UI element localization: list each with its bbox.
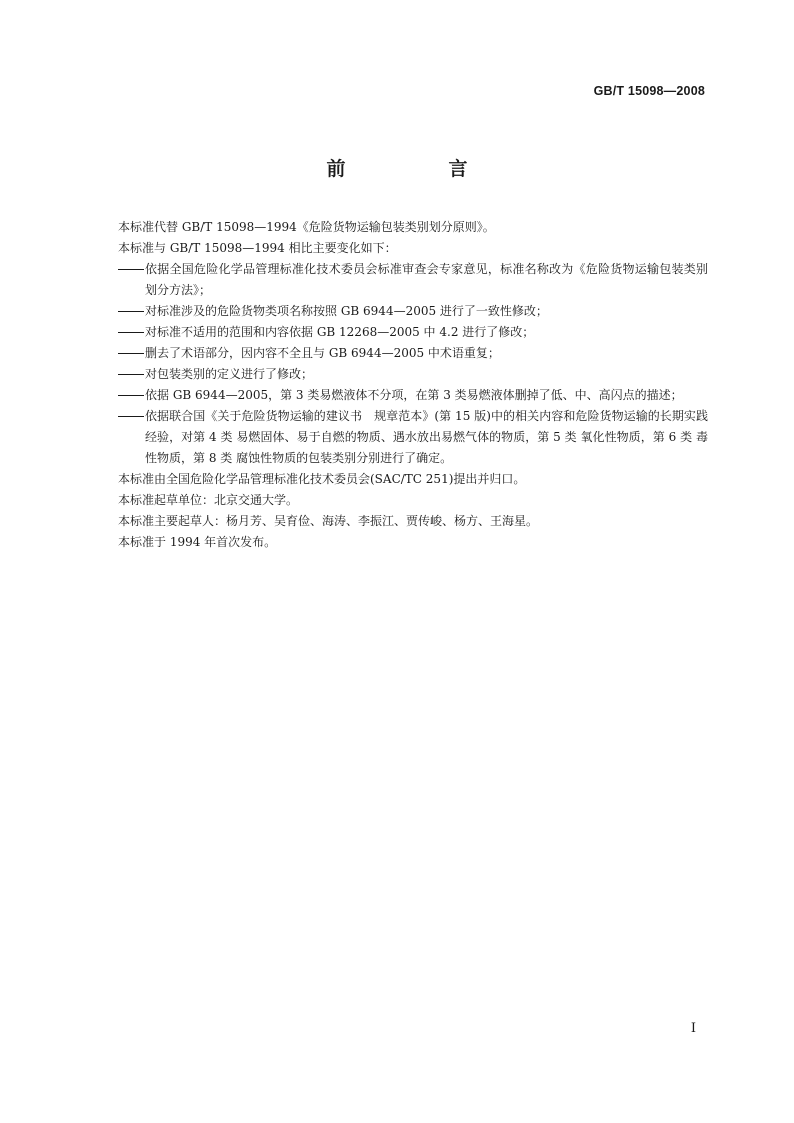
paragraph-changes-intro: 本标准与 GB/T 15098—1994 相比主要变化如下：	[118, 241, 397, 255]
foreword-body	[118, 217, 708, 553]
list-item-text: 依据联合国《关于危险货物运输的建议书 规章范本》(第 15 版)中的相关内容和危险货物运输的长期实践经验，对第 4 类 易燃固体、易于自燃的物质、遇水放出易燃气体的物质，第 5 类 氧化性物质，第 6 类 毒性物质，第 8 类 腐蚀性物质的包装类别分别进行了确定。	[145, 409, 708, 465]
changes-list	[118, 259, 708, 469]
list-item	[118, 343, 708, 364]
list-item-text: 依据全国危险化学品管理标准化技术委员会标准审查会专家意见，标准名称改为《危险货物运输包装类别划分方法》；	[145, 262, 708, 297]
list-item	[118, 322, 708, 343]
paragraph-proposer: 本标准由全国危险化学品管理标准化技术委员会(SAC/TC 251)提出并归口。	[118, 472, 526, 486]
page-title: 前 言	[326, 158, 510, 180]
paragraph-first-release: 本标准于 1994 年首次发布。	[118, 535, 277, 549]
paragraph-replaces: 本标准代替 GB/T 15098—1994《危险货物运输包装类别划分原则》。	[118, 220, 495, 234]
list-item	[118, 259, 708, 301]
page-number: I	[690, 1021, 696, 1036]
standard-code: GB/T 15098—2008	[593, 84, 705, 98]
list-item	[118, 406, 708, 469]
list-item	[118, 301, 708, 322]
paragraph-drafters: 本标准主要起草人：杨月芳、吴育俭、海涛、李振江、贾传峻、杨方、王海星。	[118, 514, 539, 528]
list-item-text: 对包装类别的定义进行了修改；	[145, 367, 314, 381]
dash-marker	[118, 332, 144, 333]
paragraph-drafting-unit: 本标准起草单位：北京交通大学。	[118, 493, 299, 507]
dash-marker	[118, 353, 144, 354]
list-item-text: 删去了术语部分，因内容不全且与 GB 6944—2005 中术语重复；	[145, 346, 500, 360]
list-item	[118, 364, 708, 385]
list-item-text: 依据 GB 6944—2005，第 3 类易燃液体不分项，在第 3 类易燃液体删掉了低、中、高闪点的描述；	[145, 388, 683, 402]
dash-marker	[118, 395, 144, 396]
dash-marker	[118, 269, 144, 270]
dash-marker	[118, 416, 144, 417]
dash-marker	[118, 374, 144, 375]
dash-marker	[118, 311, 144, 312]
list-item-text: 对标准涉及的危险货物类项名称按照 GB 6944—2005 进行了一致性修改；	[145, 304, 548, 318]
list-item-text: 对标准不适用的范围和内容依据 GB 12268—2005 中 4.2 进行了修改；	[145, 325, 535, 339]
list-item	[118, 385, 708, 406]
